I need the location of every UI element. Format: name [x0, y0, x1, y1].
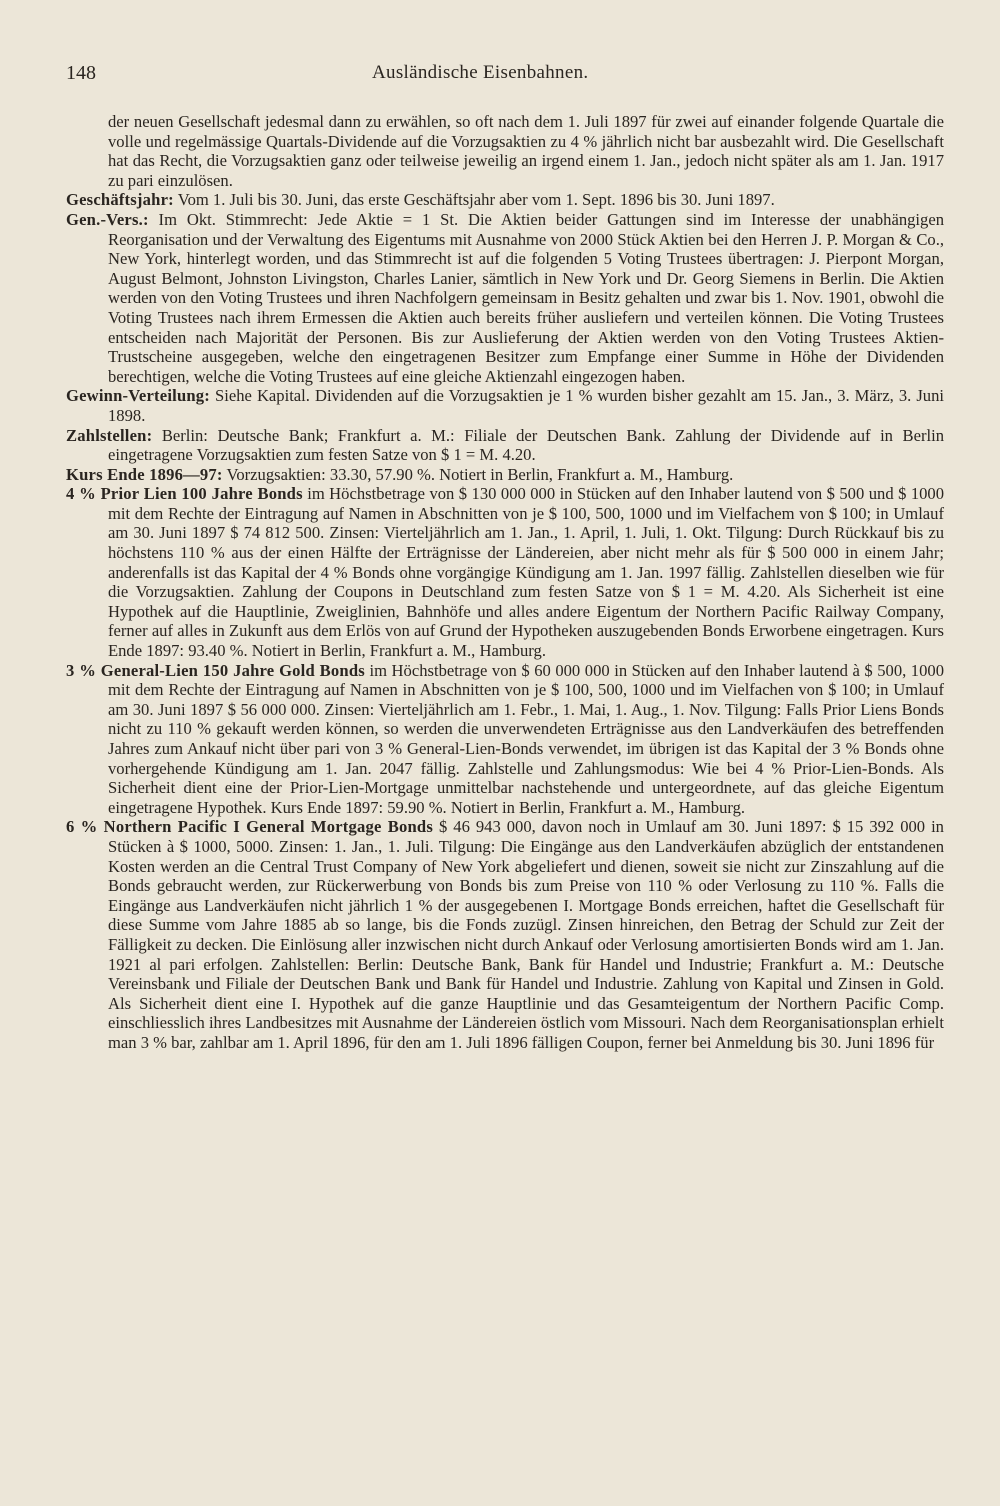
page-header [66, 62, 944, 92]
paragraph-heading: 3 % General-Lien 150 Jahre Gold Bonds [66, 660, 365, 680]
paragraph-heading: 4 % Prior Lien 100 Jahre Bonds [66, 484, 303, 504]
page-body [66, 112, 944, 1053]
paragraph-prior-lien-bonds [66, 484, 944, 660]
paragraph-general-lien-bonds [66, 661, 944, 818]
paragraph-continuation [66, 112, 944, 190]
paragraph-text: Siehe Kapital. Dividenden auf die Vorzugsaktien je 1 % wurden bisher gezahlt am 15. Jan., 3. März, 3. Juni 1898. [108, 386, 944, 425]
paragraph-text: Vorzugsaktien: 33.30, 57.90 %. Notiert in Berlin, Frankfurt a. M., Hamburg. [222, 464, 734, 484]
paragraph-gen-vers [66, 210, 944, 386]
paragraph-text: der neuen Gesellschaft jedesmal dann zu erwählen, so oft nach dem 1. Juli 1897 für zwei auf einander folgende Quartale die volle und regelmässige Quartals-Dividende auf die Vorzugsaktien zu 4 % jährlich nicht bar ausbezahlt wird. Die Gesellschaft hat das Recht, die Vorzugsaktien ganz oder teilweise jeweilig an irgend einem 1. Jan., jedoch nicht später als am 1. Jan. 1917 zu pari einzulösen. [108, 112, 944, 190]
paragraph-general-mortgage-bonds [66, 817, 944, 1052]
paragraph-text: im Höchstbetrage von $ 60 000 000 in Stücken auf den Inhaber lautend à $ 500, 1000 mit dem Rechte der Eintragung auf Namen in Abschnitten von je $ 100, 500, 1000 und im Vielfachen von $ 100; in Umlauf am 30. Juni 1897 $ 56 000 000. Zinsen: Vierteljährlich am 1. Febr., 1. Mai, 1. Aug., 1. Nov. Tilgung: Falls Prior Liens Bonds nicht zu 110 % gekauft werden können, so werden die unverwendeten Erträgnisse aus den Landverkäufen des betreffenden Jahres zum Ankauf nicht über pari von 3 % General-Lien-Bonds verwendet, im übrigen ist das Kapital der 3 % Bonds ohne vorhergehende Kündigung am 1. Jan. 2047 fällig. Zahlstelle und Zahlungsmodus: Wie bei 4 % Prior-Lien-Bonds. Als Sicherheit dient eine der Prior-Lien-Mortgage unmittelbar nachstehende und untergeordnete, auf das gleiche Eigentum eingetragene Hypothek. Kurs Ende 1897: 59.90 %. Notiert in Berlin, Frankfurt a. M., Hamburg. [108, 660, 944, 817]
paragraph-gewinn-verteilung [66, 386, 944, 425]
paragraph-heading: Gen.-Vers.: [66, 209, 149, 229]
paragraph-text: Berlin: Deutsche Bank; Frankfurt a. M.: Filiale der Deutschen Bank. Zahlung der Dividende auf in Berlin eingetragene Vorzugsaktien zum festen Satze von $ 1 = M. 4.20. [108, 425, 944, 465]
paragraph-text: Im Okt. Stimmrecht: Jede Aktie = 1 St. Die Aktien beider Gattungen sind im Interesse der unabhängigen Reorganisation und der Verwaltung des Eigentums mit Ausnahme von 2000 Stück Aktien bei den Herren J. P. Morgan & Co., New York, hinterlegt worden, und das Stimmrecht ist auf die folgenden 5 Voting Trustees übertragen: J. Pierpont Morgan, August Belmont, Johnston Livingston, Charles Lanier, sämtlich in New York und Dr. Georg Siemens in Berlin. Die Aktien werden von den Voting Trustees und ihren Nachfolgern gemeinsam in Besitz gehalten und zwar bis 1. Nov. 1901, obwohl die Voting Trustees nach ihrem Ermessen die Aktien auch bereits früher ausliefern und verteilen können. Die Voting Trustees entscheiden nach Majorität der Personen. Bis zur Auslieferung der Aktien werden von den Voting Trustees Aktien-Trustscheine ausgegeben, welche den eingetragenen Besitzer zum Empfange einer Summe in Höhe der Dividenden berechtigen, welche die Voting Trustees auf eine gleiche Aktienzahl eingezogen haben. [108, 209, 944, 386]
paragraph-kurs [66, 465, 944, 485]
paragraph-zahlstellen [66, 426, 944, 465]
paragraph-heading: Geschäftsjahr: [66, 190, 174, 210]
paragraph-geschaeftsjahr [66, 190, 944, 210]
paragraph-text: $ 46 943 000, davon noch in Umlauf am 30. Juni 1897: $ 15 392 000 in Stücken à $ 1000, 5000. Zinsen: 1. Jan., 1. Juli. Tilgung: Die Eingänge aus den Landverkäufen abzüglich der entstandenen Kosten werden an die Central Trust Company of New York abgeliefert und dienen, soweit sie nicht zur Zinszahlung auf die Bonds gebraucht werden, zur Rückerwerbung von Bonds bis zum Preise von 110 % oder Verlosung zu 110 %. Falls die Eingänge aus Landverkäufen nicht jährlich 1 % der ausgegebenen I. Mortgage Bonds erreichen, haftet die Gesellschaft für diese Summe vom Jahre 1885 ab so lange, bis die Fonds zuzügl. Zinsen hinreichen, den Betrag der Schuld zur Zeit der Fälligkeit zu decken. Die Einlösung aller inzwischen nicht durch Ankauf oder Verlosung amortisierten Bonds wird am 1. Jan. 1921 al pari erfolgen. Zahlstellen: Berlin: Deutsche Bank, Bank für Handel und Industrie; Frankfurt a. M.: Deutsche Vereinsbank und Filiale der Deutschen Bank und Bank für Handel und Industrie. Zahlung von Kapital und Zinsen in Gold. Als Sicherheit dient eine I. Hypothek auf die ganze Hauptlinie und das Gesamteigentum der Northern Pacific Comp. einschliesslich ihres Landbesitzes mit Ausnahme der Ländereien östlich vom Missouri. Nach dem Reorganisationsplan erhielt man 3 % bar, zahlbar am 1. April 1896, für den am 1. Juli 1896 fälligen Coupon, ferner bei Anmeldung bis 30. Juni 1896 für [108, 817, 944, 1052]
paragraph-heading: Zahlstellen: [66, 425, 153, 445]
page-number: 148 [66, 62, 96, 84]
running-title: Ausländische Eisenbahnen. [372, 62, 589, 83]
paragraph-heading: 6 % Northern Pacific I General Mortgage Bonds [66, 817, 434, 837]
paragraph-text: im Höchstbetrage von $ 130 000 000 in Stücken auf den Inhaber lautend von $ 500 und $ 1000 mit dem Rechte der Eintragung auf Namen in Abschnitten von je $ 100, 500, 1000 und im Vielfachem von $ 100; in Umlauf am 30. Juni 1897 $ 74 812 500. Zinsen: Vierteljährlich am 1. Jan., 1. April, 1. Juli, 1. Okt. Tilgung: Durch Rückkauf bis zu höchstens 110 % aus der einen Hälfte der Erträgnisse der Ländereien, aber nicht mehr als für $ 500 000 in einem Jahr; anderenfalls ist das Kapital der 4 % Bonds ohne vorgängige Kündigung am 1. Jan. 1997 fällig. Zahlstellen dieselben wie für die Vorzugsaktien. Zahlung der Coupons in Deutschland zum festen Satze von $ 1 = M. 4.20. Als Sicherheit ist eine Hypothek auf die Hauptlinie, Zweiglinien, Bahnhöfe und alles andere Eigentum der Northern Pacific Railway Company, ferner auf alles in Zukunft aus dem Erlös von auf Grund der Hypotheken auszugebenden Bonds Erworbene eingetragen. Kurs Ende 1897: 93.40 %. Notiert in Berlin, Frankfurt a. M., Hamburg. [108, 484, 945, 661]
paragraph-heading: Gewinn-Verteilung: [66, 386, 211, 406]
paragraph-text: Vom 1. Juli bis 30. Juni, das erste Geschäftsjahr aber vom 1. Sept. 1896 bis 30. Juni 1897. [173, 190, 775, 210]
paragraph-heading: Kurs Ende 1896—97: [66, 464, 223, 484]
